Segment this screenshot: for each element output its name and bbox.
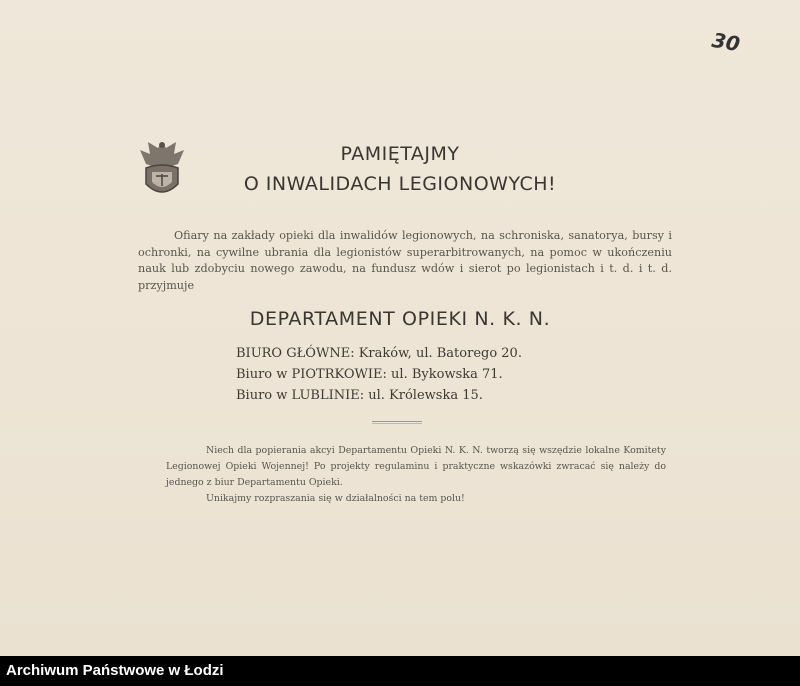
divider <box>372 421 422 424</box>
address-lublin <box>236 385 522 406</box>
notes <box>166 443 666 507</box>
title-line-2: O INWALIDACH LEGIONOWYCH! <box>243 173 557 195</box>
address-label: BIURO GŁÓWNE: <box>236 346 355 361</box>
note-2: Unikajmy rozpraszania się w działalności na tem polu! <box>206 493 465 504</box>
address-value: Kraków, ul. Batorego 20. <box>358 346 522 361</box>
address-piotrkow <box>236 364 522 385</box>
address-list <box>236 343 522 406</box>
handwritten-page-number: 30 <box>710 27 742 57</box>
archive-footer: Archiwum Państwowe w Łodzi <box>0 656 800 686</box>
address-value: ul. Bykowska 71. <box>391 367 503 382</box>
body-paragraph <box>138 228 672 294</box>
title-line-1: PAMIĘTAJMY <box>340 143 460 165</box>
address-value: ul. Królewska 15. <box>368 388 483 403</box>
department-heading: DEPARTAMENT OPIEKI N. K. N. <box>249 308 551 330</box>
address-label: Biuro w LUBLINIE: <box>236 388 365 403</box>
body-text: Ofiary na zakłady opieki dla inwalidów legionowych, na schroniska, sanatorya, bursy i ochronki, na cywilne ubrania dla legionistów superarbitrowanych, na pomoc w ukończeniu nauk lub zdobyciu nowego zawodu, na fundusz wdów i sierot po legionistach i t. d. i t. d. przyjmuje <box>138 229 672 292</box>
note-1: Niech dla popierania akcyi Departamentu Opieki N. K. N. tworzą się wszędzie lokalne Komitety Legionowej Opieki Wojennej! Po projekty regulaminu i praktyczne wskazówki zwracać się należy do jednego z biur Departamentu Opieki. <box>166 445 666 488</box>
address-main <box>236 343 522 364</box>
address-label: Biuro w PIOTRKOWIE: <box>236 367 387 382</box>
eagle-emblem-icon <box>136 138 188 200</box>
